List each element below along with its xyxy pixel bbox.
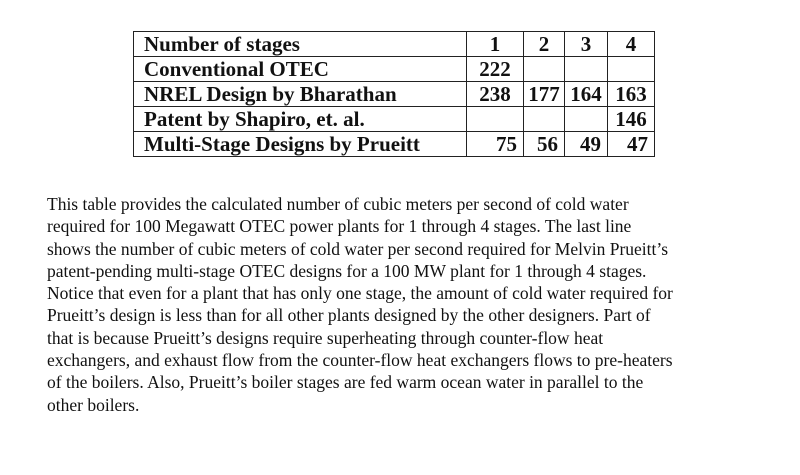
caption-line: other boilers. xyxy=(47,394,140,415)
cell-value: 146 xyxy=(608,107,655,132)
cell-value: 164 xyxy=(565,82,608,107)
cell-value: 75 xyxy=(467,132,524,157)
cell-value xyxy=(565,107,608,132)
cell-value: 47 xyxy=(608,132,655,157)
cell-value xyxy=(524,57,565,82)
header-stage-1: 1 xyxy=(467,32,524,57)
caption-line: patent-pending multi-stage OTEC designs for a 100 MW plant for 1 through 4 stages. xyxy=(47,260,647,281)
row-label: Conventional OTEC xyxy=(134,57,467,82)
header-stage-2: 2 xyxy=(524,32,565,57)
header-label: Number of stages xyxy=(134,32,467,57)
cell-value: 238 xyxy=(467,82,524,107)
cell-value xyxy=(524,107,565,132)
water-requirement-table xyxy=(133,31,655,157)
table-header-row xyxy=(134,32,655,57)
caption-line: required for 100 Megawatt OTEC power plants for 1 through 4 stages. The last line xyxy=(47,216,632,237)
row-label: NREL Design by Bharathan xyxy=(134,82,467,107)
caption-line: This table provides the calculated number of cubic meters per second of cold water xyxy=(47,194,629,214)
caption-line: exchangers, and exhaust flow from the counter-flow heat exchangers flows to pre-heaters xyxy=(47,350,673,371)
header-stage-4: 4 xyxy=(608,32,655,57)
row-label: Multi-Stage Designs by Prueitt xyxy=(134,132,467,157)
cell-value: 163 xyxy=(608,82,655,107)
cell-value xyxy=(608,57,655,82)
caption-line: of the boilers. Also, Prueitt’s boiler stages are fed warm ocean water in parallel to the xyxy=(47,372,644,393)
cell-value: 177 xyxy=(524,82,565,107)
header-stage-3: 3 xyxy=(565,32,608,57)
caption-line: that is because Prueitt’s designs require superheating through counter-flow heat xyxy=(47,327,604,348)
table-caption xyxy=(47,193,787,416)
cell-value xyxy=(565,57,608,82)
caption-line: Prueitt’s design is less than for all other plants designed by the other designers. Part of xyxy=(47,305,651,326)
table-row xyxy=(134,57,655,82)
caption-line: shows the number of cubic meters of cold water per second required for Melvin Prueitt’s xyxy=(47,238,669,259)
cell-value xyxy=(467,107,524,132)
table-row xyxy=(134,82,655,107)
cell-value: 222 xyxy=(467,57,524,82)
cell-value: 49 xyxy=(565,132,608,157)
caption-line: Notice that even for a plant that has only one stage, the amount of cold water required for xyxy=(47,283,673,304)
table-row xyxy=(134,107,655,132)
cell-value: 56 xyxy=(524,132,565,157)
row-label: Patent by Shapiro, et. al. xyxy=(134,107,467,132)
table-row xyxy=(134,132,655,157)
